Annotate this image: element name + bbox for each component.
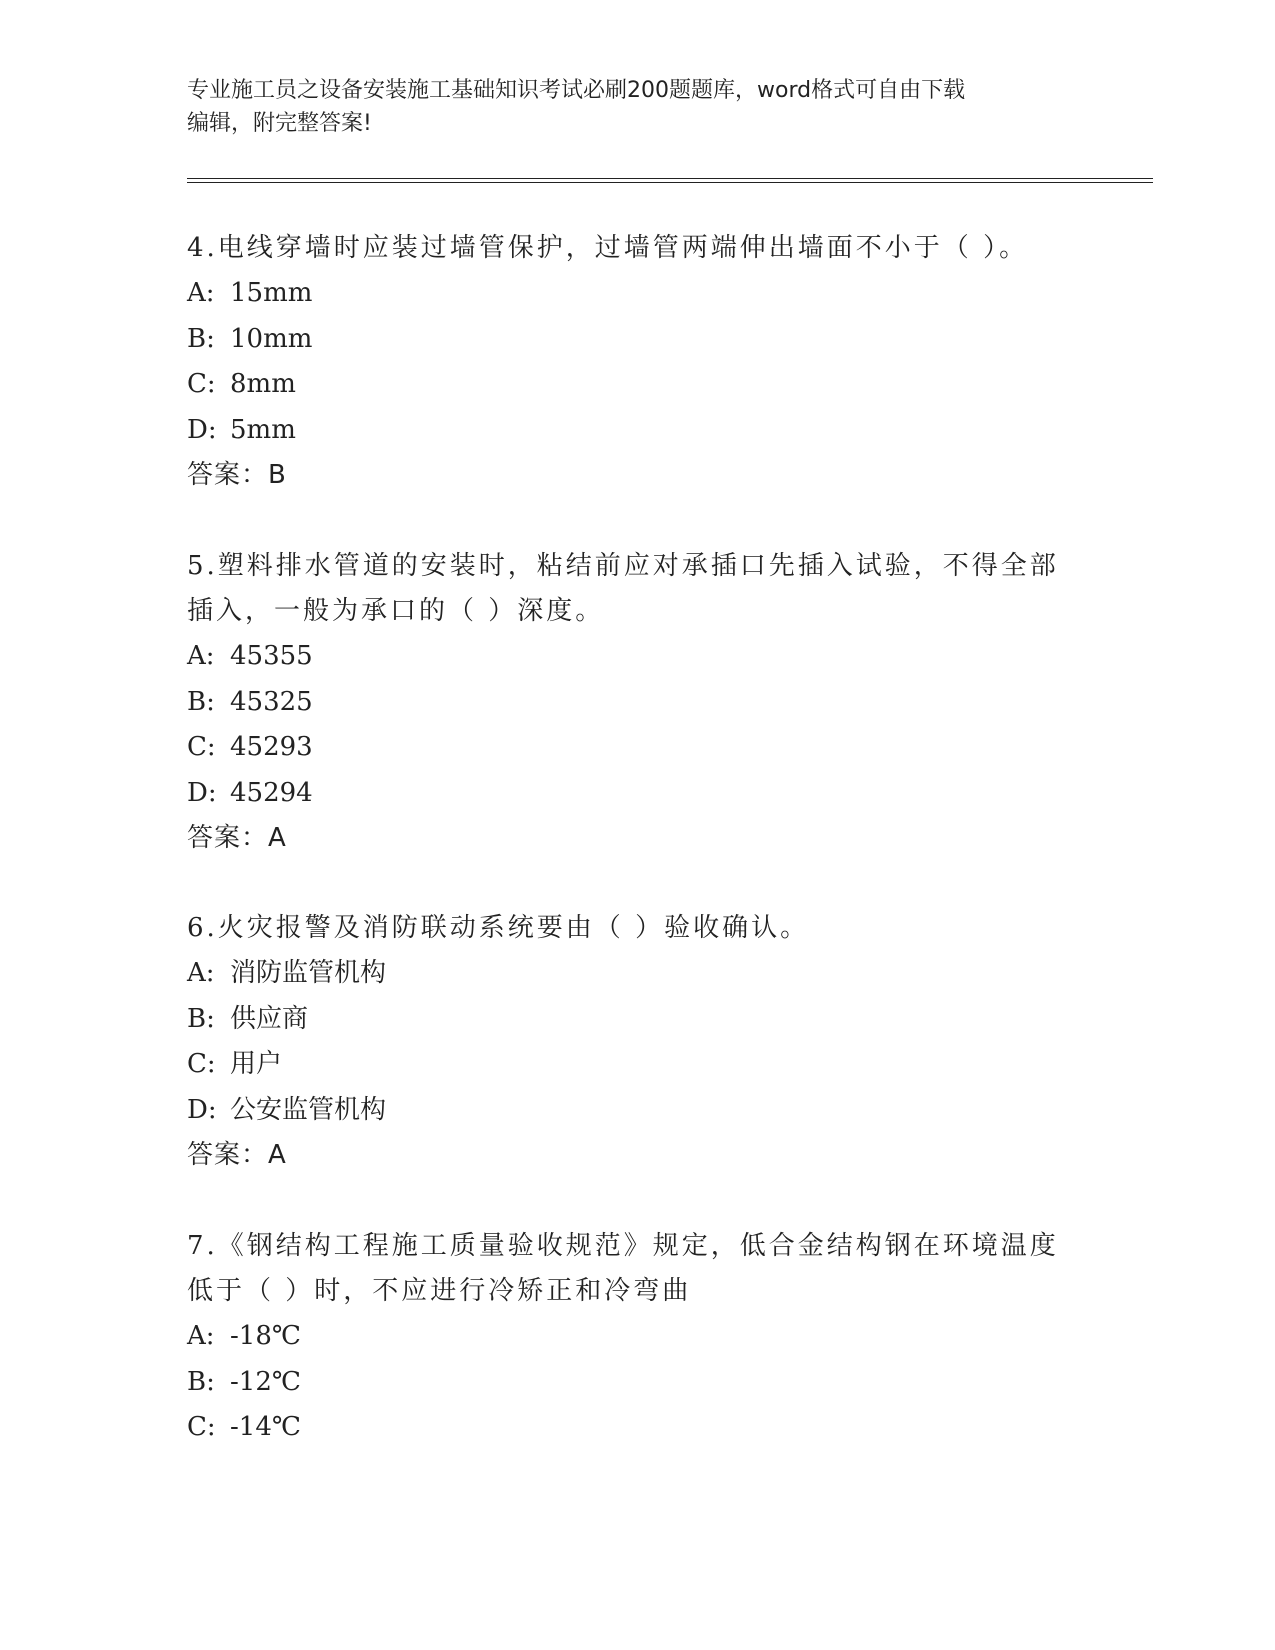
- question-7: [187, 1224, 1087, 1451]
- option-d: D: 5mm: [187, 414, 296, 445]
- option-a: A: 消防监管机构: [187, 958, 387, 988]
- option-d: D: 公安监管机构: [187, 1094, 387, 1125]
- option-b: B: -12℃: [187, 1366, 301, 1397]
- option-c: C: 用户: [187, 1049, 283, 1079]
- question-stem: [187, 1224, 1087, 1314]
- header-divider-bottom: [187, 182, 1153, 183]
- question-5: [187, 544, 1087, 860]
- question-stem: [187, 906, 1087, 951]
- option-a: A: -18℃: [187, 1321, 301, 1351]
- answer-line: 答案：B: [187, 460, 287, 490]
- question-stem: [187, 544, 1087, 634]
- question-stem-line: 插入，一般为承口的（ ）深度。: [187, 596, 605, 626]
- question-stem-line: 6.火灾报警及消防联动系统要由（ ）验收确认。: [187, 913, 810, 943]
- question-stem-line: 4.电线穿墙时应装过墙管保护，过墙管两端伸出墙面不小于（ ）。: [187, 233, 1029, 263]
- question-stem-line: 5.塑料排水管道的安装时，粘结前应对承插口先插入试验，不得全部: [187, 551, 1059, 581]
- question-stem: [187, 226, 1087, 271]
- option-c: C: 8mm: [187, 369, 296, 399]
- option-c: C: -14℃: [187, 1412, 301, 1442]
- option-b: B: 10mm: [187, 323, 313, 354]
- option-c: C: 45293: [187, 732, 313, 762]
- header-title-line-2: 编辑，附完整答案!: [187, 111, 372, 136]
- question-4: [187, 226, 1087, 497]
- question-stem-line: 7.《钢结构工程施工质量验收规范》规定，低合金结构钢在环境温度: [187, 1231, 1059, 1261]
- question-6: [187, 906, 1087, 1177]
- option-a: A: 45355: [187, 641, 313, 671]
- answer-line: 答案：A: [187, 823, 287, 853]
- option-a: A: 15mm: [187, 278, 313, 308]
- document-header: [187, 74, 1087, 140]
- header-title-line-1: 专业施工员之设备安装施工基础知识考试必刷200题题库，word格式可自由下载: [187, 78, 966, 103]
- option-d: D: 45294: [187, 777, 313, 808]
- option-b: B: 供应商: [187, 1003, 309, 1034]
- header-divider-top: [187, 178, 1153, 179]
- question-stem-line: 低于（ ）时，不应进行冷矫正和冷弯曲: [187, 1276, 692, 1306]
- option-b: B: 45325: [187, 686, 313, 717]
- answer-line: 答案：A: [187, 1140, 287, 1170]
